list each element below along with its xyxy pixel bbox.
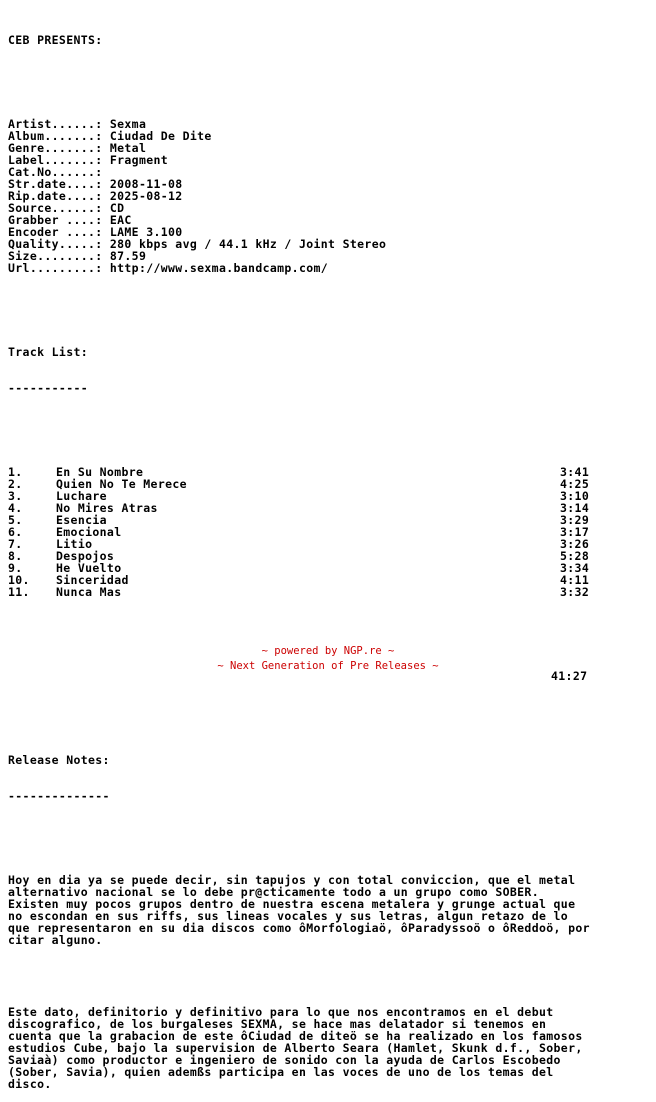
info-key: Str.date....: <box>8 177 103 191</box>
notes-line: no escondan en sus riffs, sus lineas vocales y sus letras, algun retazo de lo <box>8 909 569 923</box>
info-key: Url.........: <box>8 261 103 275</box>
info-value: 2025-08-12 <box>109 189 183 203</box>
nfo-document <box>8 10 590 1102</box>
track-number: 10. <box>8 573 30 587</box>
track-duration: 3:32 <box>560 585 590 599</box>
track-duration: 3:34 <box>560 561 590 575</box>
track-title: He Vuelto <box>56 561 122 575</box>
track-duration: 3:26 <box>560 537 590 551</box>
info-value[interactable]: http://www.sexma.bandcamp.com/ <box>109 261 329 275</box>
spacer <box>8 706 590 718</box>
notes-paragraph-2 <box>8 1006 590 1090</box>
notes-underline: -------------- <box>8 789 110 803</box>
info-value: 280 kbps avg / 44.1 kHz / Joint Stereo <box>109 237 387 251</box>
track-title: Luchare <box>56 489 107 503</box>
track-title: Emocional <box>56 525 122 539</box>
info-key: Genre.......: <box>8 141 103 155</box>
spacer <box>8 70 590 82</box>
info-key: Grabber ....: <box>8 213 103 227</box>
track-number: 6. <box>8 525 23 539</box>
track-title: Nunca Mas <box>56 585 122 599</box>
track-number: 2. <box>8 477 23 491</box>
spacer <box>8 310 590 322</box>
info-value: Ciudad De Dite <box>109 129 212 143</box>
track-number: 1. <box>8 465 23 479</box>
track-number: 11. <box>8 585 30 599</box>
info-key: Rip.date....: <box>8 189 103 203</box>
info-key: Artist......: <box>8 117 103 131</box>
info-value: LAME 3.100 <box>109 225 183 239</box>
info-key: Label.......: <box>8 153 103 167</box>
info-value: CD <box>109 201 125 215</box>
header-title: CEB PRESENTS: <box>8 33 103 47</box>
notes-line: (Sober, Savia), quien ademßs participa en las voces de uno de los temas del <box>8 1065 554 1079</box>
notes-line: discografico, de los burgaleses SEXMA, se hace mas delatador si tenemos en <box>8 1017 547 1031</box>
notes-line: estudios Cube, bajo la supervision de Alberto Seara (Hamlet, Skunk d.f., Sober, <box>8 1041 583 1055</box>
track-number: 8. <box>8 549 23 563</box>
info-key: Album.......: <box>8 129 103 143</box>
track-duration: 3:17 <box>560 525 590 539</box>
footer-powered-by: ~ powered by NGP.re ~ <box>261 645 395 657</box>
track-duration: 3:10 <box>560 489 590 503</box>
track-duration: 3:29 <box>560 513 590 527</box>
track-row <box>8 526 590 538</box>
info-row <box>8 262 590 274</box>
track-title: No Mires Atras <box>56 501 158 515</box>
track-duration: 4:11 <box>560 573 590 587</box>
notes-heading: Release Notes: <box>8 753 110 767</box>
track-number: 4. <box>8 501 23 515</box>
track-title: Litio <box>56 537 93 551</box>
track-title: En Su Nombre <box>56 465 144 479</box>
notes-line: que representaron en su dia discos como ôMorfologiaö, ôParadyssoö o ôReddoö, por <box>8 921 590 935</box>
notes-paragraph-1 <box>8 874 590 946</box>
notes-line: Hoy en dia ya se puede decir, sin tapujos y con total conviccion, que el metal <box>8 873 576 887</box>
track-number: 9. <box>8 561 23 575</box>
info-key: Quality.....: <box>8 237 103 251</box>
info-value: Fragment <box>109 153 169 167</box>
info-value: 2008-11-08 <box>109 177 183 191</box>
info-value: EAC <box>109 213 132 227</box>
info-key: Source......: <box>8 201 103 215</box>
track-list <box>8 466 590 598</box>
track-title: Quien No Te Merece <box>56 477 187 491</box>
info-value: Sexma <box>109 117 147 131</box>
track-row <box>8 586 590 598</box>
notes-line: alternativo nacional se lo debe pr@cticamente todo a un grupo como SOBER. <box>8 885 539 899</box>
info-key: Encoder ....: <box>8 225 103 239</box>
notes-line: Saviaà) como productor e ingeniero de sonido con la ayuda de Carlos Escobedo <box>8 1053 561 1067</box>
tracklist-heading: Track List: <box>8 345 89 359</box>
info-value: 87.59 <box>109 249 147 263</box>
track-title: Despojos <box>56 549 115 563</box>
track-number: 7. <box>8 537 23 551</box>
total-duration: 41:27 <box>551 669 588 683</box>
info-key: Cat.No......: <box>8 165 103 179</box>
info-key: Size........: <box>8 249 103 263</box>
info-value: Metal <box>109 141 147 155</box>
track-title: Esencia <box>56 513 107 527</box>
track-duration: 3:41 <box>560 465 590 479</box>
info-block <box>8 118 590 274</box>
notes-line: cuenta que la grabacion de este ôCiudad de diteö se ha realizado en los famosos <box>8 1029 583 1043</box>
notes-line: citar alguno. <box>8 933 103 947</box>
track-number: 5. <box>8 513 23 527</box>
track-number: 3. <box>8 489 23 503</box>
track-duration: 5:28 <box>560 549 590 563</box>
notes-line: disco. <box>8 1077 52 1091</box>
footer-tagline: ~ Next Generation of Pre Releases ~ <box>217 660 439 672</box>
spacer <box>8 418 590 430</box>
spacer <box>8 826 590 838</box>
spacer <box>8 970 590 982</box>
track-title: Sinceridad <box>56 573 129 587</box>
tracklist-underline: ----------- <box>8 381 89 395</box>
track-duration: 3:14 <box>560 501 590 515</box>
notes-line: Este dato, definitorio y definitivo para lo que nos encontramos en el debut <box>8 1005 554 1019</box>
notes-line: Existen muy pocos grupos dentro de nuestra escena metalera y grunge actual que <box>8 897 576 911</box>
track-duration: 4:25 <box>560 477 590 491</box>
